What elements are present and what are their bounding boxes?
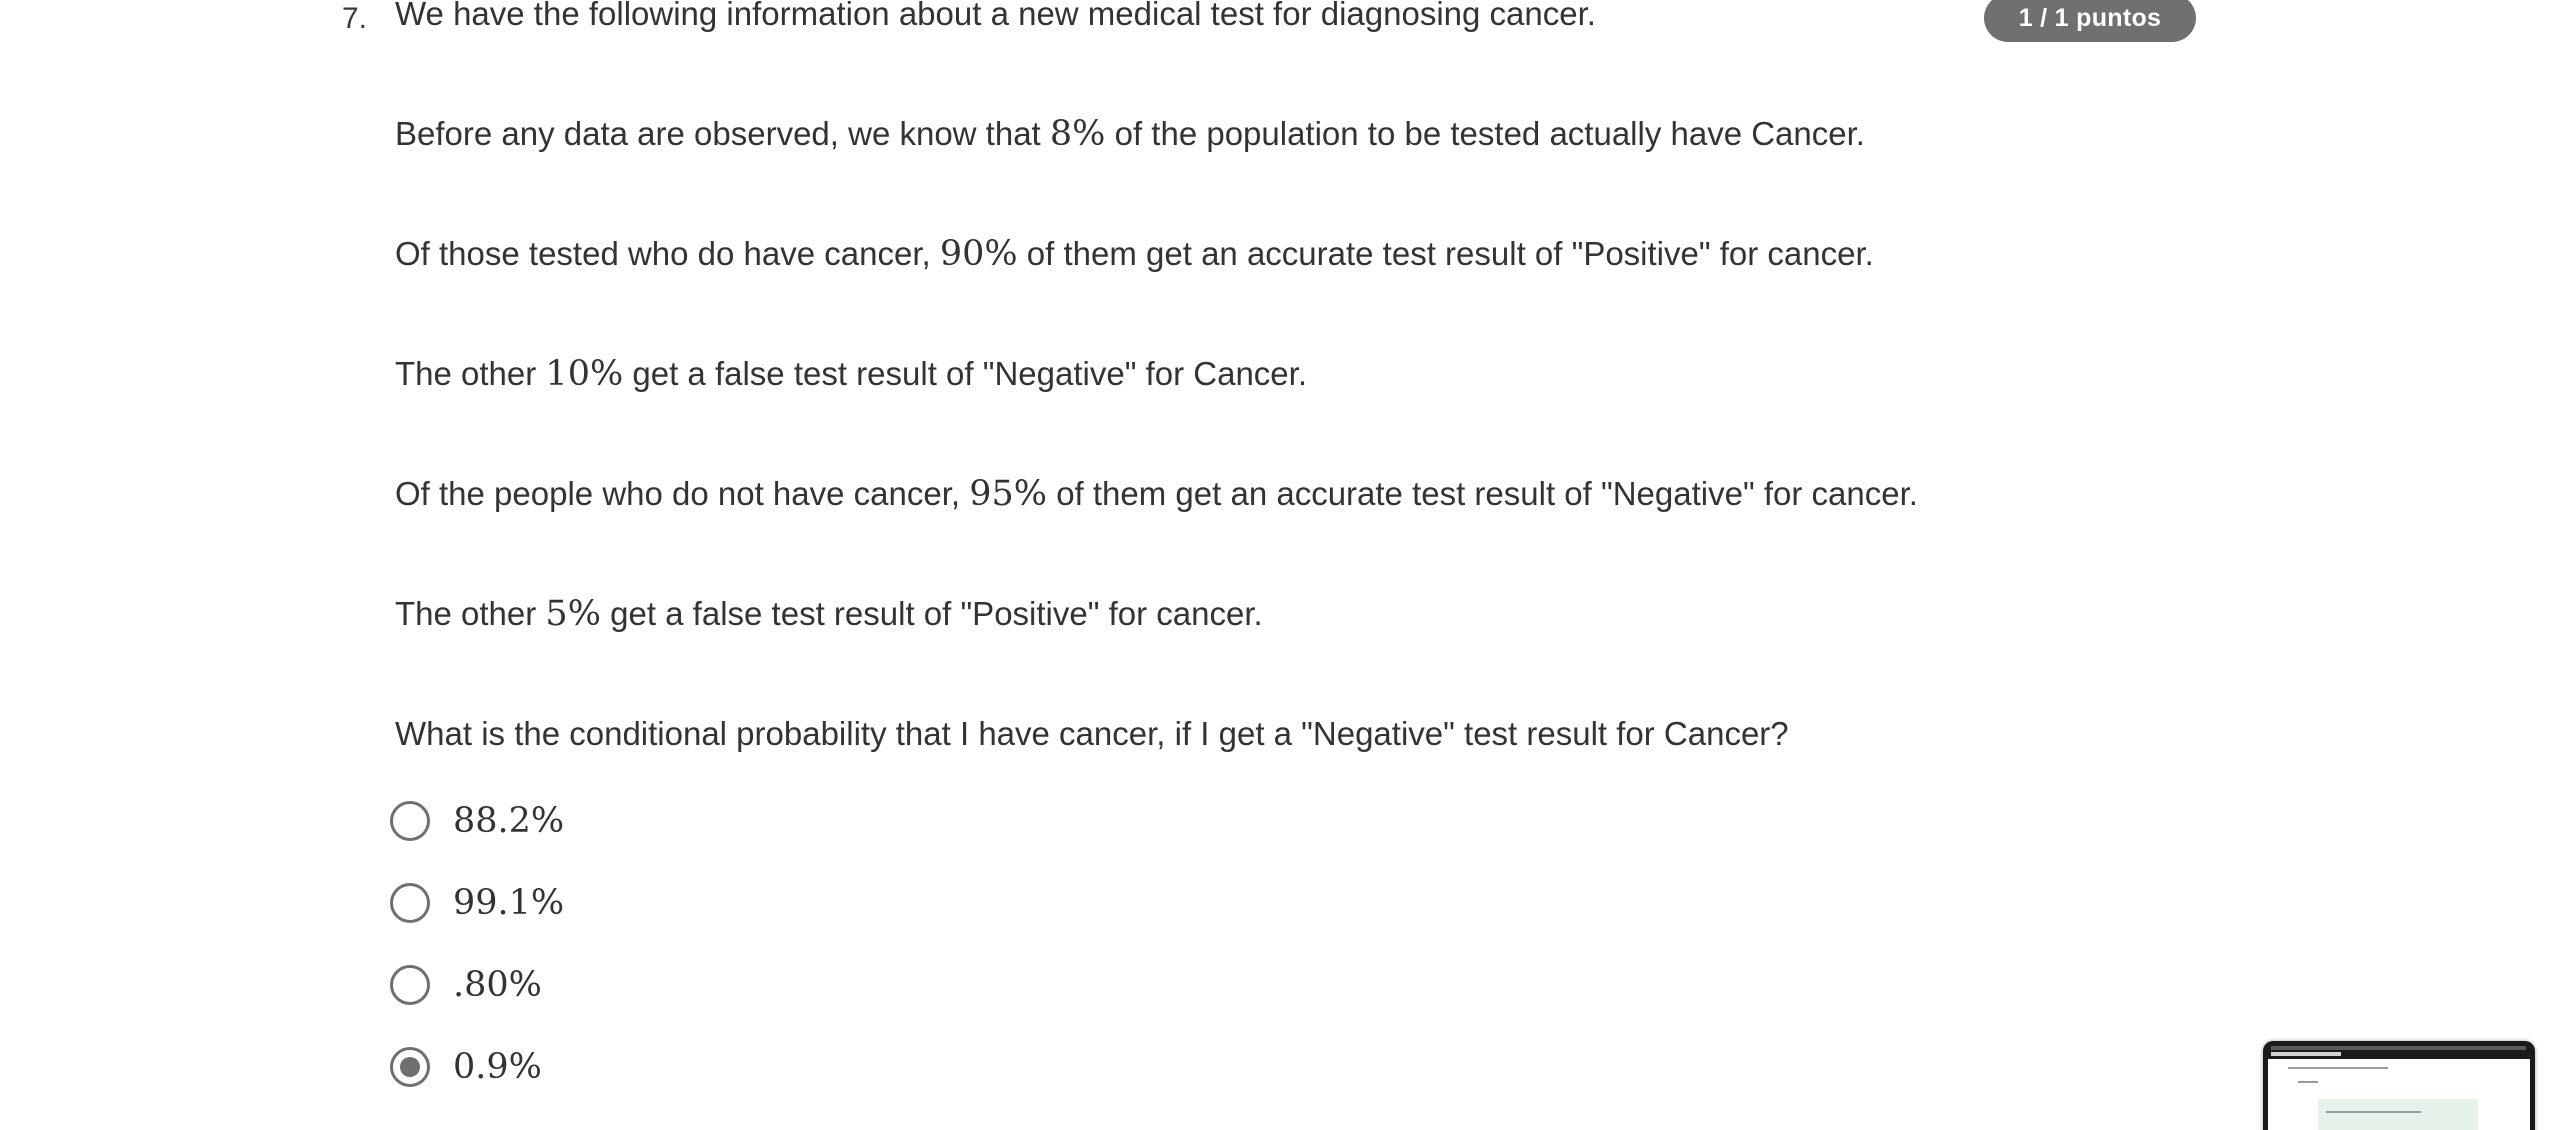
paragraph-false-positive <box>395 594 1263 634</box>
answer-option-1[interactable] <box>390 796 564 846</box>
radio-button[interactable] <box>390 801 430 841</box>
paragraph-text: of the population to be tested actually have Cancer. <box>1105 115 1865 152</box>
thumbnail-highlight <box>2318 1099 2478 1130</box>
paragraph-true-positive <box>395 234 1874 274</box>
thumbnail-toolbar <box>2271 1046 2526 1050</box>
math-value: 10% <box>545 354 624 394</box>
thumbnail-screen <box>2268 1059 2530 1130</box>
paragraph-text: of them get an accurate test result of "Positive" for cancer. <box>1017 235 1874 272</box>
paragraph-text: Before any data are observed, we know that <box>395 115 1050 152</box>
thumbnail-line <box>2298 1081 2318 1083</box>
paragraph-text: The other <box>395 595 546 632</box>
math-value: 90% <box>939 234 1018 274</box>
option-label: 88.2% <box>453 801 565 841</box>
question-prompt: What is the conditional probability that I have cancer, if I get a "Negative" test result for Cancer? <box>395 715 1789 752</box>
thumbnail-tab <box>2271 1052 2341 1056</box>
thumbnail-line <box>2326 1111 2421 1113</box>
paragraph-text: Of those tested who do have cancer, <box>395 235 940 272</box>
option-label: 99.1% <box>453 883 565 923</box>
answer-option-3[interactable] <box>390 960 542 1010</box>
radio-button[interactable] <box>390 965 430 1005</box>
screen-preview-thumbnail[interactable] <box>2263 1041 2535 1130</box>
answer-option-4[interactable] <box>390 1042 542 1092</box>
paragraph-text: get a false test result of "Positive" for cancer. <box>600 595 1263 632</box>
question-number: 7. <box>342 2 368 35</box>
option-label: .80% <box>453 965 542 1005</box>
question-intro: We have the following information about a new medical test for diagnosing cancer. <box>395 0 1596 32</box>
radio-button[interactable] <box>390 1047 430 1087</box>
paragraph-true-negative <box>395 474 1918 514</box>
math-value: 8% <box>1049 114 1106 154</box>
radio-button[interactable] <box>390 883 430 923</box>
thumbnail-line <box>2288 1067 2388 1069</box>
paragraph-text: get a false test result of "Negative" for Cancer. <box>623 355 1307 392</box>
paragraph-false-negative <box>395 354 1307 394</box>
paragraph-text: of them get an accurate test result of "Negative" for cancer. <box>1047 475 1918 512</box>
math-value: 95% <box>969 474 1048 514</box>
paragraph-text: The other <box>395 355 546 392</box>
paragraph-prior <box>395 114 1865 154</box>
option-label: 0.9% <box>453 1047 542 1087</box>
score-badge: 1 / 1 puntos <box>1984 0 2196 42</box>
answer-option-2[interactable] <box>390 878 564 928</box>
paragraph-text: Of the people who do not have cancer, <box>395 475 970 512</box>
math-value: 5% <box>545 594 601 634</box>
